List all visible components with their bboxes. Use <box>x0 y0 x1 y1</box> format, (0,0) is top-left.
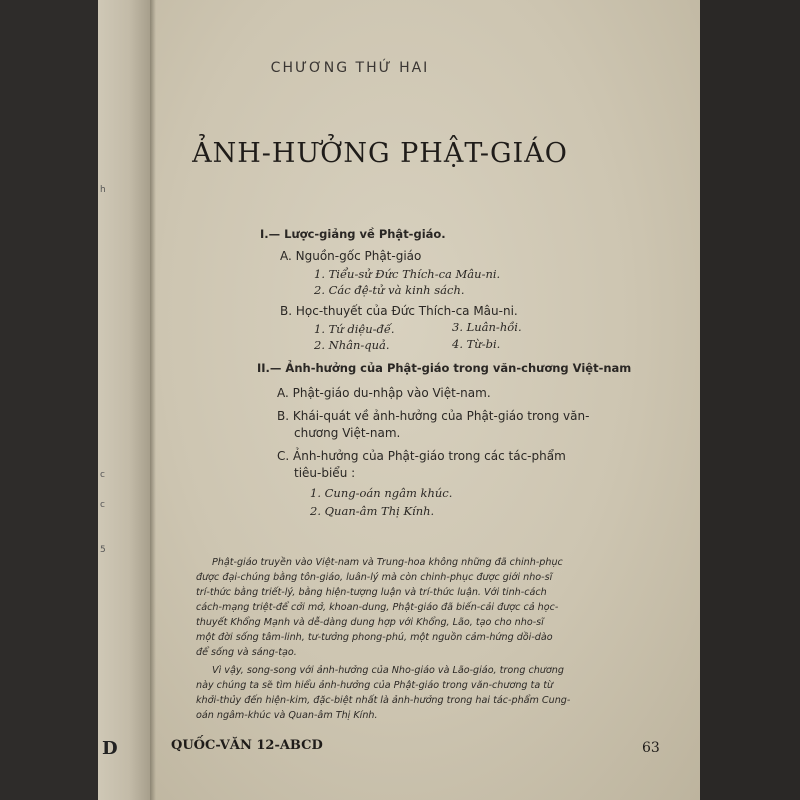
outline-subitem: 2. Nhân-quả. <box>314 338 390 352</box>
outline-subitem: 4. Từ-bi. <box>452 337 501 351</box>
outline-item-a: A. Nguồn-gốc Phật-giáo <box>280 249 422 263</box>
margin-scribble: h <box>100 185 106 195</box>
paragraph-line: Vì vậy, song-song với ảnh-hưởng của Nho-giáo và Lão-giáo, trong chương <box>212 665 564 676</box>
page-number: 63 <box>642 740 660 756</box>
chapter-label: CHƯƠNG THỨ HAI <box>270 60 430 76</box>
paragraph-line: trí-thức bằng triết-lý, bằng hiện-tượng luận và trí-thức luận. Với tinh-cách <box>196 587 547 598</box>
background-right <box>700 0 800 800</box>
page-title: ẢNH-HƯỞNG PHẬT-GIÁO <box>192 138 568 169</box>
paragraph-line: khởi-thủy đến hiện-kim, đặc-biệt nhất là ảnh-hưởng trong hai tác-phẩm Cung- <box>196 695 571 706</box>
paragraph-line: thuyết Khổng Mạnh và dễ-dàng dung hợp với Khổng, Lão, tạo cho nho-sĩ <box>196 617 544 628</box>
outline-item-c: C. Ảnh-hưởng của Phật-giáo trong các tác-phẩm <box>277 449 566 463</box>
outline-subitem: 3. Luân-hồi. <box>452 320 522 334</box>
paragraph-line: cách-mạng triệt-để cởi mở, khoan-dung, Phật-giáo đã biến-cải được cả học- <box>196 602 559 613</box>
margin-scribble: c <box>100 470 105 480</box>
paragraph-line: một đời sống tâm-linh, tư-tưởng phong-phú, một nguồn cảm-hứng dồi-dào <box>196 632 553 643</box>
margin-scribble: c <box>100 500 105 510</box>
paragraph-line: Phật-giáo truyền vào Việt-nam và Trung-hoa không những đã chinh-phục <box>212 557 563 568</box>
outline-subitem: 1. Tứ diệu-đế. <box>314 322 395 336</box>
outline-subitem: 2. Các đệ-tử và kinh sách. <box>314 283 465 297</box>
outline-item-b-cont: chương Việt-nam. <box>294 426 401 440</box>
left-page-letter: D <box>102 738 118 759</box>
outline-subitem: 1. Cung-oán ngâm khúc. <box>310 486 453 500</box>
outline-subitem: 1. Tiểu-sử Đức Thích-ca Mâu-ni. <box>314 267 501 281</box>
book-page <box>150 0 700 800</box>
page-gutter <box>150 0 156 800</box>
outline-item-a: A. Phật-giáo du-nhập vào Việt-nam. <box>277 386 491 400</box>
outline-item-b: B. Khái-quát về ảnh-hưởng của Phật-giáo trong văn- <box>277 409 590 423</box>
paragraph-line: được đại-chúng bằng tôn-giáo, luân-lý mà còn chinh-phục được giới nho-sĩ <box>196 572 553 583</box>
paragraph-line: này chúng ta sẽ tìm hiểu ảnh-hưởng của Phật-giáo trong văn-chương ta từ <box>196 680 554 691</box>
outline-item-b: B. Học-thuyết của Đức Thích-ca Mâu-ni. <box>280 304 518 318</box>
left-page-edge <box>98 0 150 800</box>
paragraph-line: oán ngâm-khúc và Quan-âm Thị Kính. <box>196 710 378 721</box>
outline-subitem: 2. Quan-âm Thị Kính. <box>310 504 435 518</box>
outline-section-2: II.— Ảnh-hưởng của Phật-giáo trong văn-chương Việt-nam <box>257 361 632 375</box>
outline-item-c-cont: tiêu-biểu : <box>294 466 356 480</box>
outline-section-1: I.— Lược-giảng về Phật-giáo. <box>260 227 446 241</box>
running-footer: QUỐC-VĂN 12-ABCD <box>171 738 323 753</box>
paragraph-line: để sống và sáng-tạo. <box>196 647 297 658</box>
margin-scribble: 5 <box>100 545 106 555</box>
